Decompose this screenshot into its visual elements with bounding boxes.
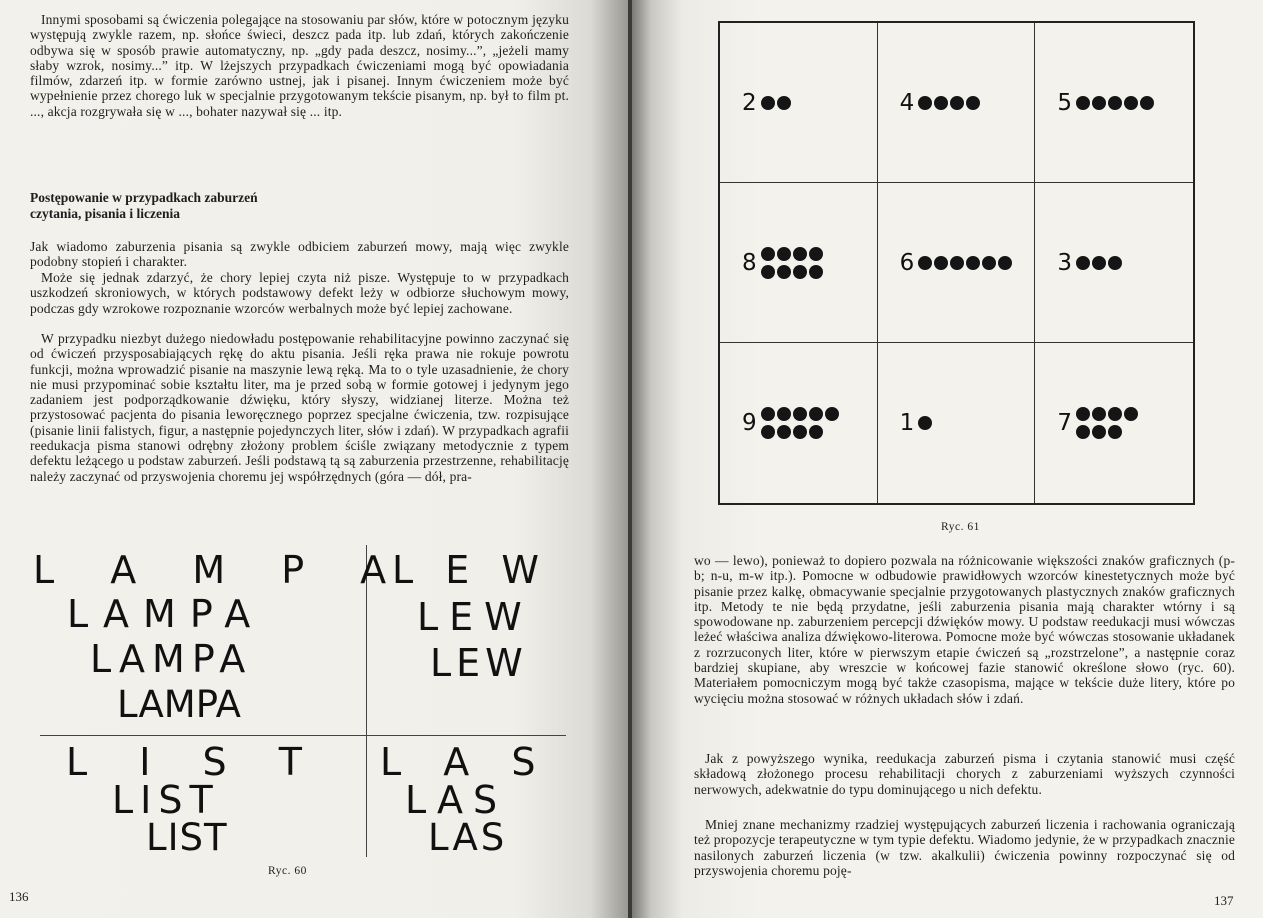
dot [1092, 425, 1106, 439]
lew-spaced-medium: LEW [417, 595, 533, 639]
dot [1108, 256, 1122, 270]
dot [777, 96, 791, 110]
cell-number: 3 [1057, 249, 1072, 276]
dot [825, 407, 839, 421]
list-spaced-medium: LIST [112, 778, 220, 822]
dot [1092, 96, 1106, 110]
dot [950, 96, 964, 110]
right-paragraph-1: wo — lewo), ponieważ to dopiero pozwala na różnicowanie większości znaków graficznych (p-b; n-u, m-w itp.). Pomocne w odbudowie prawidłowych wzorców kinestetycznych może być pisanie przez kalkę, obmacywanie specjalnie przygotowanych plastycznych znaków graficznych itp. Metody te nie będą przydatne, jeśli zaburzenia pisania mają charakter wtórny i są spowodowane np. zaburzeniem percepcji dźwięków mowy. U podstaw reedukacji musi wówczas leżeć właściwa analiza dźwiękowo-literowa. Pomocne może być wówczas stosowanie układanek z rozrzuconych liter, które w pierwszym etapie ćwiczeń są „rozstrzelone”, a następnie coraz bardziej skupiane, aby wreszcie w końcowej fazie stanowić określone słowo (ryc. 60). Materiałem pomocniczym mogą być także czasopisma, mające w tekście duże litery, które po wycięciu można stosować w różnych układach słów i zdań. [694, 553, 1235, 706]
lampa-spaced-medium: LAMPA [67, 592, 265, 636]
dot-row [761, 96, 791, 110]
las-joined: LAS [428, 816, 508, 859]
right-page-number: 137 [1214, 893, 1234, 908]
dot-row [918, 416, 932, 430]
grid-cell [1035, 343, 1193, 503]
dot-group [761, 407, 839, 439]
cell-number: 7 [1057, 410, 1072, 436]
dot-row [918, 256, 1012, 270]
figure-60 [20, 545, 568, 865]
grid-cell [720, 23, 878, 183]
dot-row [761, 247, 823, 261]
dot-group [918, 416, 932, 430]
dot [761, 407, 775, 421]
dot [777, 407, 791, 421]
dot [1092, 256, 1106, 270]
cell-number: 4 [899, 89, 915, 116]
dot-group [761, 247, 823, 279]
dot-row [761, 425, 839, 439]
dot-group [918, 96, 980, 110]
dot [777, 425, 791, 439]
dot [1124, 407, 1138, 421]
dot-group [1076, 407, 1138, 439]
dot [761, 265, 775, 279]
dot [982, 256, 996, 270]
intro-paragraph: Innymi sposobami są ćwiczenia polegające na stosowaniu par słów, które w potocznym języku występują zwykle razem, np. słońce świeci, deszcz pada itp. lub zdań, których zakończenie odbywa się w sposób prawie automatyczny, np. „gdy pada deszcz, nosimy...”, „jeżeli mamy słaby wzrok, nosimy...” itp. W lżejszych przypadkach ćwiczeniami mogą być opowiadania filmów, zdarzeń itp. w formie zarówno ustnej, jak i pisanej. Innym ćwiczeniem może być wypełnienie przez chorego luk w specjalnie przygotowanym tekście pisanym, np. był to film pt. ..., akcja rozgrywała się w ..., bohater nazywał się ... itp. [30, 12, 569, 119]
grid-cell [1035, 183, 1193, 343]
dot [777, 265, 791, 279]
dot [1076, 256, 1090, 270]
dot-row [761, 265, 823, 279]
right-paragraph-3: Mniej znane mechanizmy rzadziej występujących zaburzeń liczenia i rachowania ograniczają też propozycje terapeutyczne w tym typie defektu. Wiadomo jedynie, że w przypadkach znacznie nasilonych zaburzeń liczenia (w tzw. akalkulii) ćwiczenia powinny rozpoczynać się od przyswojenia choremu poję- [694, 817, 1235, 878]
lampa-joined: LAMPA [117, 683, 241, 726]
las-spaced-medium: LAS [405, 778, 508, 822]
grid-cell [878, 343, 1036, 503]
dot-group [918, 256, 1012, 270]
cell-number: 9 [742, 410, 757, 436]
grid-cell [878, 23, 1036, 183]
dot [934, 256, 948, 270]
dot [1076, 407, 1090, 421]
lew-joined: LEW [430, 641, 528, 685]
dot [966, 96, 980, 110]
list-spaced-wide: L I S T [66, 740, 322, 784]
list-joined: LIST [146, 816, 228, 859]
left-paragraph-1: Jak wiadomo zaburzenia pisania są zwykle odbiciem zaburzeń mowy, mają więc zwykle podobny stopień i charakter. [30, 239, 569, 270]
dot [918, 256, 932, 270]
dot [1108, 96, 1122, 110]
left-page [0, 0, 628, 918]
grid-cell [878, 183, 1036, 343]
dot-row [1076, 256, 1122, 270]
grid-cell [720, 343, 878, 503]
dot [761, 96, 775, 110]
lew-spaced-wide: L E W [392, 548, 549, 592]
dot [918, 416, 932, 430]
dot-group [1076, 96, 1154, 110]
dot-row [761, 407, 839, 421]
dot-group [761, 96, 791, 110]
dot [809, 407, 823, 421]
dot [793, 247, 807, 261]
dot [809, 265, 823, 279]
dot [1124, 96, 1138, 110]
cell-number: 1 [899, 410, 915, 436]
dot [1140, 96, 1154, 110]
dot-row [1076, 407, 1138, 421]
figure-60-horizontal-divider [40, 735, 566, 736]
section-heading: Postępowanie w przypadkach zaburzeń czytania, pisania i liczenia [30, 190, 258, 221]
dot-group [1076, 256, 1122, 270]
dot [793, 265, 807, 279]
cell-number: 8 [742, 249, 757, 276]
lampa-spaced-narrow: LAMPA [90, 637, 253, 681]
dot-row [1076, 425, 1138, 439]
dot [761, 247, 775, 261]
dot [998, 256, 1012, 270]
cell-number: 5 [1057, 89, 1072, 116]
dot-row [1076, 96, 1154, 110]
left-paragraph-2: Może się jednak zdarzyć, że chory lepiej czyta niż pisze. Występuje to w przypadkach uszkodzeń skroniowych, w których podstawowy defekt leży w odbiorze słuchowym mowy, podczas gdy wzrokowe rozpoznanie wzorców werbalnych może być lepiej zachowane. [30, 270, 569, 316]
dot [934, 96, 948, 110]
left-paragraph-3: W przypadku niezbyt dużego niedowładu postępowanie rehabilitacyjne powinno zaczynać się od ćwiczeń przysposabiających rękę do aktu pisania. Jeśli ręka prawa nie rokuje powrotu funkcji, można wprowadzić pisanie na maszynie lewą ręką. Ma to o tyle uzasadnienie, że chory nie musi przypominać sobie kształtu liter, ma je przed sobą w formie gotowej i jedynym jego zadaniem jest podporządkowanie dźwięku, który słyszy, widzianej literze. Można też przystosować pacjenta do pisania leworęcznego poprzez specjalne ćwiczenia, tzw. rozpisujące (pisanie linii falistych, figur, a następnie pojedynczych liter, słów i zdań). W przypadkach agrafii reedukacja pisma stanowi odrębny złożony problem ściśle związany metodycznie z typem defektu leżącego u podstaw zaburzeń. Jeśli podstawą tą są zaburzenia przestrzenne, rehabilitację należy zaczynać od przyswojenia choremu jej współrzędnych (góra — dół, pra- [30, 331, 569, 484]
cell-number: 2 [742, 89, 757, 116]
dot [1108, 425, 1122, 439]
dot [809, 425, 823, 439]
dot [1108, 407, 1122, 421]
dot [1076, 96, 1090, 110]
lampa-spaced-wide: L A M P A [33, 548, 409, 592]
las-spaced-wide: L A S [380, 740, 551, 784]
dot [918, 96, 932, 110]
dot [777, 247, 791, 261]
dot [1076, 425, 1090, 439]
dot [966, 256, 980, 270]
grid-cell [720, 183, 878, 343]
dot [950, 256, 964, 270]
figure-61-grid [718, 21, 1195, 505]
dot [793, 407, 807, 421]
dot [793, 425, 807, 439]
left-page-number: 136 [9, 889, 29, 904]
right-page [632, 0, 1263, 918]
dot [761, 425, 775, 439]
figure-61-caption: Ryc. 61 [941, 521, 980, 533]
right-paragraph-2: Jak z powyższego wynika, reedukacja zaburzeń pisma i czytania stanowić musi część składową złożonego procesu rehabilitacji chorych z zaburzeniami wyższych czynności nerwowych, adekwatnie do typu dominującego u nich defektu. [694, 751, 1235, 797]
dot [809, 247, 823, 261]
grid-cell [1035, 23, 1193, 183]
dot-row [918, 96, 980, 110]
cell-number: 6 [899, 249, 915, 276]
dot [1092, 407, 1106, 421]
figure-60-caption: Ryc. 60 [268, 865, 307, 877]
